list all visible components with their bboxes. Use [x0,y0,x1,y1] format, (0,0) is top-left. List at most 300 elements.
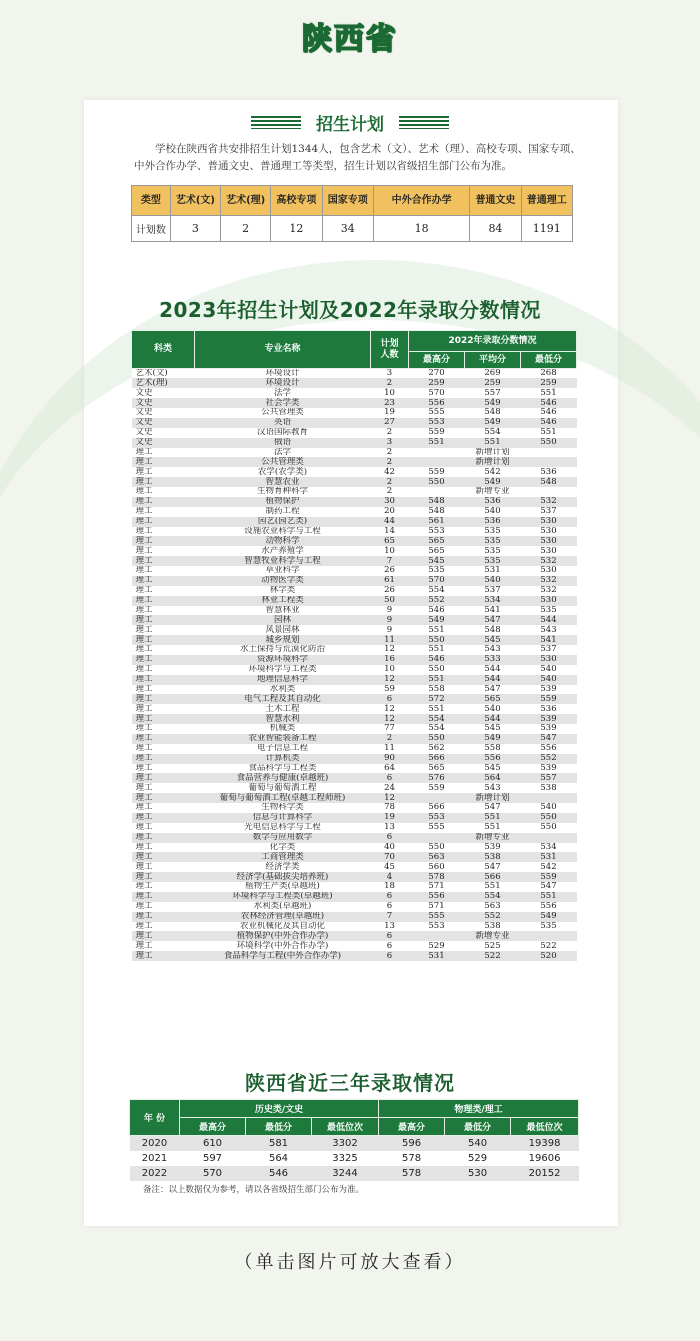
table-cell: 78 [371,803,409,813]
table-cell: 549 [521,912,577,922]
table-cell: 531 [465,566,521,576]
table-cell: 542 [521,862,577,872]
table-cell: 公共管理类 [195,408,371,418]
table-cell: 19606 [511,1151,579,1166]
three-year-title: 陕西省近三年录取情况 [245,1071,455,1095]
table-cell: 532 [521,576,577,586]
table-cell: 水利类(卓越班) [195,902,371,912]
table-cell: 3 [371,369,409,379]
table-cell: 智慧农业 [195,477,371,487]
table-row [132,912,577,922]
table-cell: 9 [371,625,409,635]
table-row [132,507,577,517]
table-cell: 520 [521,951,577,961]
table-cell: 596 [379,1136,445,1151]
header-hist-max: 最高分 [180,1118,246,1136]
table-cell: 50 [371,596,409,606]
table-cell: 564 [246,1151,312,1166]
header-joint-program: 中外合作办学 [373,186,469,216]
table-cell: 理工 [132,467,195,477]
table-cell: 554 [409,714,465,724]
header-hist-rank: 最低位次 [312,1118,379,1136]
table-cell: 环境设计 [195,369,371,379]
table-cell: 550 [409,477,465,487]
table-cell: 554 [465,892,521,902]
table-cell: 259 [465,378,521,388]
table-cell: 数学与应用数学 [195,833,371,843]
table-cell: 2 [371,734,409,744]
table-cell: 40 [371,843,409,853]
table-cell: 理工 [132,675,195,685]
table-cell: 535 [521,922,577,932]
table-cell: 理工 [132,931,195,941]
table-cell: 535 [521,606,577,616]
table-cell: 539 [521,714,577,724]
table-cell: 理工 [132,507,195,517]
table-cell: 571 [409,882,465,892]
plan-scores-body [132,369,577,962]
table-cell: 540 [465,704,521,714]
table-cell: 562 [409,744,465,754]
table-cell: 553 [409,418,465,428]
table-cell: 530 [445,1166,511,1181]
table-cell: 水土保持与荒漠化防治 [195,645,371,655]
table-cell: 540 [445,1136,511,1151]
table-cell: 26 [371,566,409,576]
table-cell: 智慧牧业科学与工程 [195,556,371,566]
header-category: 科类 [132,331,195,369]
plan-scores-table [131,330,577,961]
table-cell: 植物保护(中外合作办学) [195,931,371,941]
header-art-sci: 艺术(理) [221,186,271,216]
table-cell: 553 [409,527,465,537]
table-cell: 社会学类 [195,398,371,408]
table-cell: 理工 [132,685,195,695]
table-row [132,645,577,655]
table-cell: 2021 [130,1151,180,1166]
table-cell: 理工 [132,527,195,537]
table-cell: 6 [371,773,409,783]
table-cell: 理工 [132,556,195,566]
disclaimer-note: 备注：以上数据仅为参考，请以各省级招生部门公布为准。 [143,1185,365,1195]
table-cell: 551 [465,813,521,823]
table-cell: 土木工程 [195,704,371,714]
table-row [132,655,577,665]
three-year-table [129,1099,579,1181]
table-cell: 理工 [132,882,195,892]
header-major: 专业名称 [195,331,371,369]
table-cell: 551 [409,625,465,635]
section-heading-enrollment-plan [0,110,700,135]
table-cell: 536 [465,497,521,507]
table-cell: 9 [371,606,409,616]
table-cell: 11 [371,744,409,754]
table-cell: 556 [465,754,521,764]
table-row [132,852,577,862]
table-cell: 7 [371,912,409,922]
table-cell: 549 [409,615,465,625]
table-row [132,704,577,714]
table-row [132,803,577,813]
table-cell: 葡萄与葡萄酒工程(卓越工程师班) [195,793,371,803]
table-cell: 理工 [132,724,195,734]
table-cell: 554 [465,428,521,438]
table-cell: 546 [521,418,577,428]
table-cell: 535 [409,566,465,576]
table-row [132,536,577,546]
table-cell: 新增专业 [409,833,577,843]
table-cell: 俄语 [195,438,371,448]
table-row [132,734,577,744]
table-cell: 531 [409,951,465,961]
table-cell: 560 [409,862,465,872]
plan-summary-header-row [132,186,573,216]
table-cell: 14 [371,527,409,537]
table-row [132,665,577,675]
heading-stripes-right [399,116,449,129]
table-cell: 2 [371,448,409,458]
table-cell: 20152 [511,1166,579,1181]
table-cell: 风景园林 [195,625,371,635]
header-national-special: 国家专项 [322,186,373,216]
table-cell: 533 [465,655,521,665]
table-cell: 553 [409,922,465,932]
table-cell: 576 [409,773,465,783]
plan-value: 2 [221,216,271,242]
table-row [132,467,577,477]
table-cell: 535 [465,536,521,546]
table-row [132,408,577,418]
table-cell: 12 [371,704,409,714]
table-cell: 10 [371,388,409,398]
table-cell: 理工 [132,912,195,922]
table-cell: 565 [465,694,521,704]
table-cell: 水利类 [195,685,371,695]
table-cell: 12 [371,675,409,685]
table-cell: 19398 [511,1136,579,1151]
table-cell: 543 [521,625,577,635]
table-cell: 理工 [132,487,195,497]
table-cell: 18 [371,882,409,892]
table-cell: 2020 [130,1136,180,1151]
header-general-lit: 普通文史 [470,186,521,216]
table-cell: 理工 [132,764,195,774]
table-cell: 572 [409,694,465,704]
table-cell: 新增专业 [409,487,577,497]
table-cell: 543 [465,645,521,655]
table-cell: 理工 [132,872,195,882]
table-cell: 工商管理类 [195,852,371,862]
table-cell: 理工 [132,576,195,586]
table-cell: 化学类 [195,843,371,853]
table-row [132,793,577,803]
header-history-group: 历史类/文史 [180,1100,379,1118]
table-cell: 制药工程 [195,507,371,517]
table-row [132,902,577,912]
zoom-hint: （单击图片可放大查看） [234,1252,466,1273]
table-row [132,892,577,902]
table-cell: 理工 [132,566,195,576]
table-cell: 610 [180,1136,246,1151]
table-cell: 6 [371,694,409,704]
table-cell: 555 [409,823,465,833]
table-cell: 45 [371,862,409,872]
table-cell: 546 [409,655,465,665]
table-cell: 信息与计算科学 [195,813,371,823]
table-cell: 理工 [132,862,195,872]
table-cell: 550 [521,438,577,448]
table-cell: 570 [180,1166,246,1181]
table-cell: 计算机类 [195,754,371,764]
heading-stripes-left [251,116,301,129]
table-cell: 6 [371,951,409,961]
table-cell: 558 [465,744,521,754]
table-row [132,783,577,793]
table-cell: 理工 [132,635,195,645]
table-row [132,931,577,941]
table-cell: 英语 [195,418,371,428]
table-row [132,378,577,388]
table-cell: 537 [465,586,521,596]
table-cell: 559 [521,694,577,704]
plan-value: 84 [470,216,521,242]
table-cell: 2 [371,477,409,487]
table-cell: 农学(农学类) [195,467,371,477]
table-cell: 552 [465,912,521,922]
table-cell: 548 [521,477,577,487]
table-cell: 食品科学与工程(中外合作办学) [195,951,371,961]
table-cell: 547 [521,882,577,892]
table-cell: 270 [409,369,465,379]
table-cell: 542 [465,467,521,477]
table-cell: 548 [465,408,521,418]
header-phys-rank: 最低位次 [511,1118,579,1136]
table-cell: 理工 [132,922,195,932]
table-row [132,922,577,932]
table-cell: 546 [246,1166,312,1181]
table-cell: 环境科学(中外合作办学) [195,941,371,951]
table-row [132,724,577,734]
table-cell: 565 [409,546,465,556]
table-cell: 540 [465,507,521,517]
table-cell: 地理信息科学 [195,675,371,685]
table-row [132,418,577,428]
table-cell: 城乡规划 [195,635,371,645]
table-cell: 16 [371,655,409,665]
table-cell: 530 [521,546,577,556]
table-cell: 理工 [132,803,195,813]
table-cell: 551 [521,388,577,398]
table-cell: 537 [521,507,577,517]
table-cell: 2 [371,457,409,467]
table-cell: 551 [521,428,577,438]
table-cell: 547 [465,862,521,872]
table-cell: 9 [371,615,409,625]
table-row [132,754,577,764]
table-cell: 538 [521,783,577,793]
table-cell: 544 [465,675,521,685]
header-phys-min: 最低分 [445,1118,511,1136]
plan-value: 34 [322,216,373,242]
table-row [132,477,577,487]
table-cell: 547 [521,734,577,744]
table-cell: 543 [465,783,521,793]
table-cell: 536 [521,704,577,714]
table-row [132,388,577,398]
table-cell: 3325 [312,1151,379,1166]
table-cell: 生物育种科学 [195,487,371,497]
table-cell: 10 [371,665,409,675]
header-univ-special: 高校专项 [271,186,322,216]
table-cell: 556 [409,398,465,408]
table-cell: 文史 [132,388,195,398]
table-cell: 551 [409,645,465,655]
table-cell: 545 [465,764,521,774]
table-row [132,586,577,596]
table-cell: 理工 [132,852,195,862]
table-cell: 27 [371,418,409,428]
table-cell: 智慧林业 [195,606,371,616]
table-cell: 理工 [132,448,195,458]
table-row [132,714,577,724]
table-cell: 6 [371,902,409,912]
table-row [132,527,577,537]
table-cell: 529 [409,941,465,951]
table-cell: 24 [371,783,409,793]
table-cell: 环境科学与工程类(卓越班) [195,892,371,902]
table-cell: 522 [521,941,577,951]
table-cell: 理工 [132,843,195,853]
table-cell: 经济学(基础拔尖培养班) [195,872,371,882]
table-cell: 269 [465,369,521,379]
table-cell: 理工 [132,615,195,625]
table-cell: 525 [465,941,521,951]
table-cell: 259 [521,378,577,388]
table-cell: 理工 [132,586,195,596]
three-year-subheader-row [130,1118,579,1136]
table-cell: 545 [465,724,521,734]
table-row [132,369,577,379]
table-cell: 550 [409,665,465,675]
table-cell: 艺术(理) [132,378,195,388]
table-cell: 65 [371,536,409,546]
table-cell: 理工 [132,655,195,665]
table-cell: 564 [465,773,521,783]
plan-summary-table [131,185,573,242]
table-cell: 539 [521,724,577,734]
table-cell: 园艺(园艺类) [195,517,371,527]
table-cell: 571 [409,902,465,912]
table-row [130,1151,579,1166]
table-row [132,448,577,458]
table-cell: 理工 [132,773,195,783]
table-row [132,635,577,645]
table-cell: 61 [371,576,409,586]
table-row [132,941,577,951]
table-row [132,872,577,882]
table-cell: 77 [371,724,409,734]
table-cell: 3302 [312,1136,379,1151]
section-title: 招生计划 [316,115,384,135]
table-cell: 植物保护 [195,497,371,507]
table-row [132,685,577,695]
table-cell: 资源环境科学 [195,655,371,665]
table-cell: 550 [409,635,465,645]
table-row [132,497,577,507]
table-cell: 新增计划 [409,457,577,467]
table-cell: 3 [371,438,409,448]
table-cell: 539 [465,843,521,853]
table-cell: 532 [521,497,577,507]
table-cell: 563 [409,852,465,862]
table-row [132,882,577,892]
table-cell: 食品营养与健康(卓越班) [195,773,371,783]
table-cell: 园林 [195,615,371,625]
table-cell: 理工 [132,596,195,606]
table-cell: 566 [409,754,465,764]
table-cell: 13 [371,922,409,932]
three-year-header-row [130,1100,579,1118]
table-cell: 540 [521,803,577,813]
table-cell: 546 [521,398,577,408]
table-cell: 558 [409,685,465,695]
table-cell: 设施农业科学与工程 [195,527,371,537]
table-cell: 4 [371,872,409,882]
table-cell: 540 [521,675,577,685]
table-cell: 理工 [132,902,195,912]
table-cell: 530 [521,527,577,537]
table-cell: 551 [465,438,521,448]
table-row [132,576,577,586]
header-hist-min: 最低分 [246,1118,312,1136]
table-cell: 548 [465,625,521,635]
table-cell: 理工 [132,714,195,724]
table-cell: 532 [521,586,577,596]
table-cell: 电子信息工程 [195,744,371,754]
table-cell: 2 [371,378,409,388]
table-cell: 554 [409,586,465,596]
table-cell: 葡萄与葡萄酒工程 [195,783,371,793]
header-general-sci: 普通理工 [521,186,572,216]
table-cell: 578 [379,1166,445,1181]
table-cell: 理工 [132,546,195,556]
table-row [132,823,577,833]
table-cell: 537 [521,645,577,655]
table-row [132,843,577,853]
table-cell: 559 [409,428,465,438]
table-cell: 法学 [195,388,371,398]
table-cell: 11 [371,635,409,645]
table-cell: 植物生产类(卓越班) [195,882,371,892]
table-cell: 544 [521,615,577,625]
table-cell: 522 [465,951,521,961]
table-cell: 529 [445,1151,511,1166]
table-cell: 556 [409,892,465,902]
plan-summary-row [132,216,573,242]
table-cell: 536 [465,517,521,527]
table-cell: 19 [371,813,409,823]
row-label: 计划数 [132,216,171,242]
table-cell: 草业科学 [195,566,371,576]
table-cell: 552 [521,754,577,764]
table-cell: 90 [371,754,409,764]
table-cell: 理工 [132,754,195,764]
table-cell: 559 [409,783,465,793]
table-cell: 535 [465,556,521,566]
table-cell: 动物医学类 [195,576,371,586]
table-cell: 259 [409,378,465,388]
table-cell: 547 [465,803,521,813]
